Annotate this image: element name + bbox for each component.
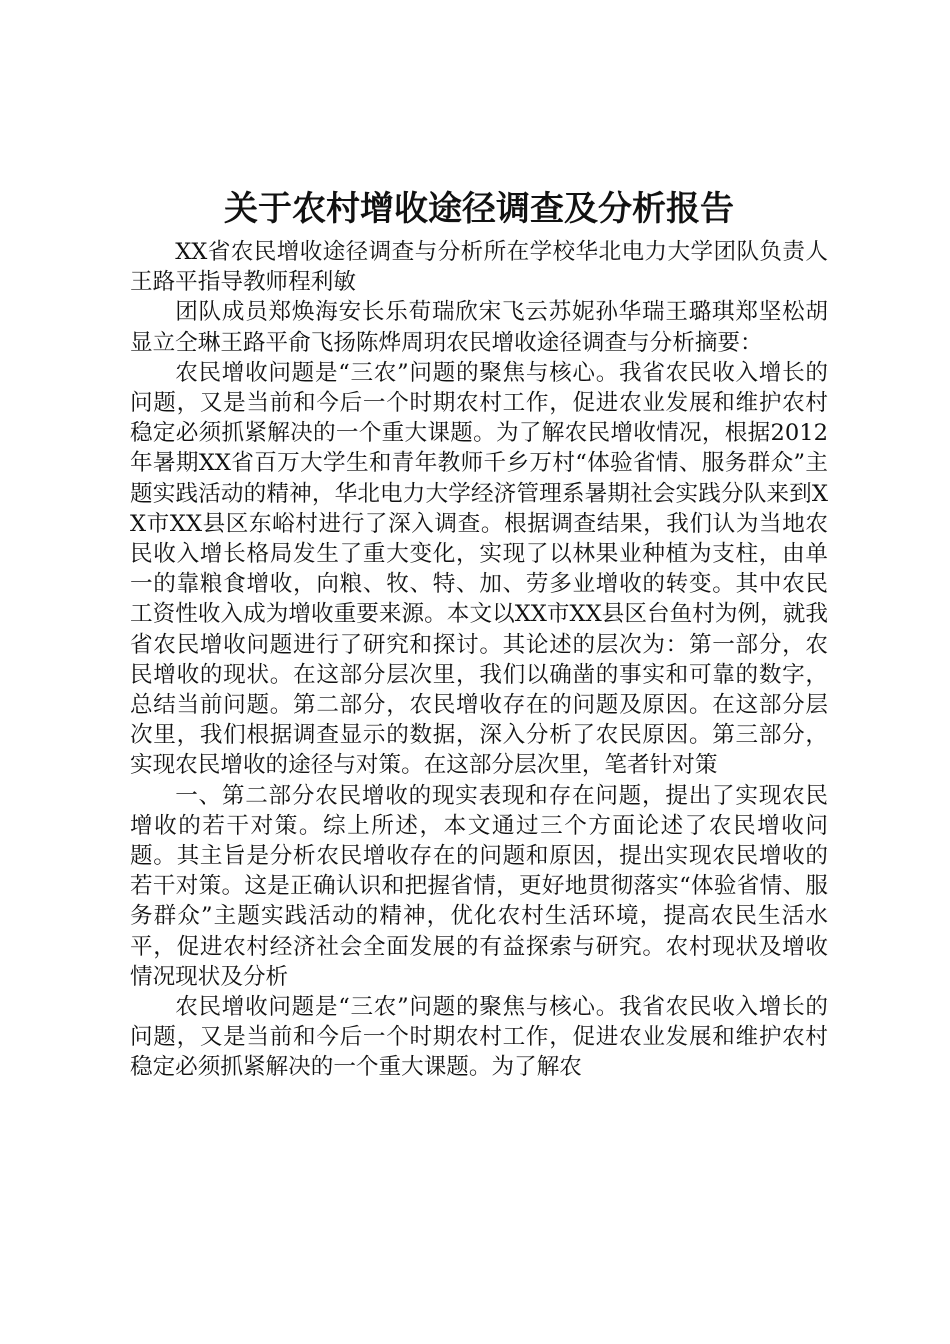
- paragraph-abstract: 农民增收问题是“三农”问题的聚焦与核心。我省农民收入增长的问题，又是当前和今后一个时期农村工作，促进农业发展和维护农村稳定必须抓紧解决的一个重大课题。为了解农民增收情况，根据2012年暑期XX省百万大学生和青年教师千乡万村“体验省情、服务群众”主题实践活动的精神，华北电力大学经济管理系暑期社会实践分队来到XX市XX县区东峪村进行了深入调查。根据调查结果，我们认为当地农民收入增长格局发生了重大变化，实现了以林果业种植为支柱，由单一的靠粮食增收，向粮、牧、特、加、劳多业增收的转变。其中农民工资性收入成为增收重要来源。本文以XX市XX县区台鱼村为例，就我省农民增收问题进行了研究和探讨。其论述的层次为：第一部分，农民增收的现状。在这部分层次里，我们以确凿的事实和可靠的数字，总结当前问题。第二部分，农民增收存在的问题及原因。在这部分层次里，我们根据调查显示的数据，深入分析了农民原因。第三部分，实现农民增收的途径与对策。在这部分层次里，笔者针对策: [130, 359, 828, 779]
- paragraph-school-team-lead: XX省农民增收途径调查与分析所在学校华北电力大学团队负责人王路平指导教师程利敏: [130, 239, 828, 296]
- paragraph-intro-repeat: 农民增收问题是“三农”问题的聚焦与核心。我省农民收入增长的问题，又是当前和今后一个时期农村工作，促进农业发展和维护农村稳定必须抓紧解决的一个重大课题。为了解农: [130, 994, 828, 1081]
- document-title: 关于农村增收途径调查及分析报告: [224, 189, 734, 229]
- paragraph-team-members: 团队成员郑焕海安长乐荀瑞欣宋飞云苏妮孙华瑞王璐琪郑坚松胡显立仝琳王路平俞飞扬陈烨周玥农民增收途径调查与分析摘要：: [130, 299, 828, 356]
- document-page: [130, 183, 828, 1083]
- paragraph-summary: 一、第二部分农民增收的现实表现和存在问题，提出了实现农民增收的若干对策。综上所述，本文通过三个方面论述了农民增收问题。其主旨是分析农民增收存在的问题和原因，提出实现农民增收的若干对策。这是正确认识和把握省情，更好地贯彻落实“体验省情、服务群众”主题实践活动的精神，优化农村生活环境，提高农民生活水平，促进农村经济社会全面发展的有益探索与研究。农村现状及增收情况现状及分析: [130, 782, 828, 990]
